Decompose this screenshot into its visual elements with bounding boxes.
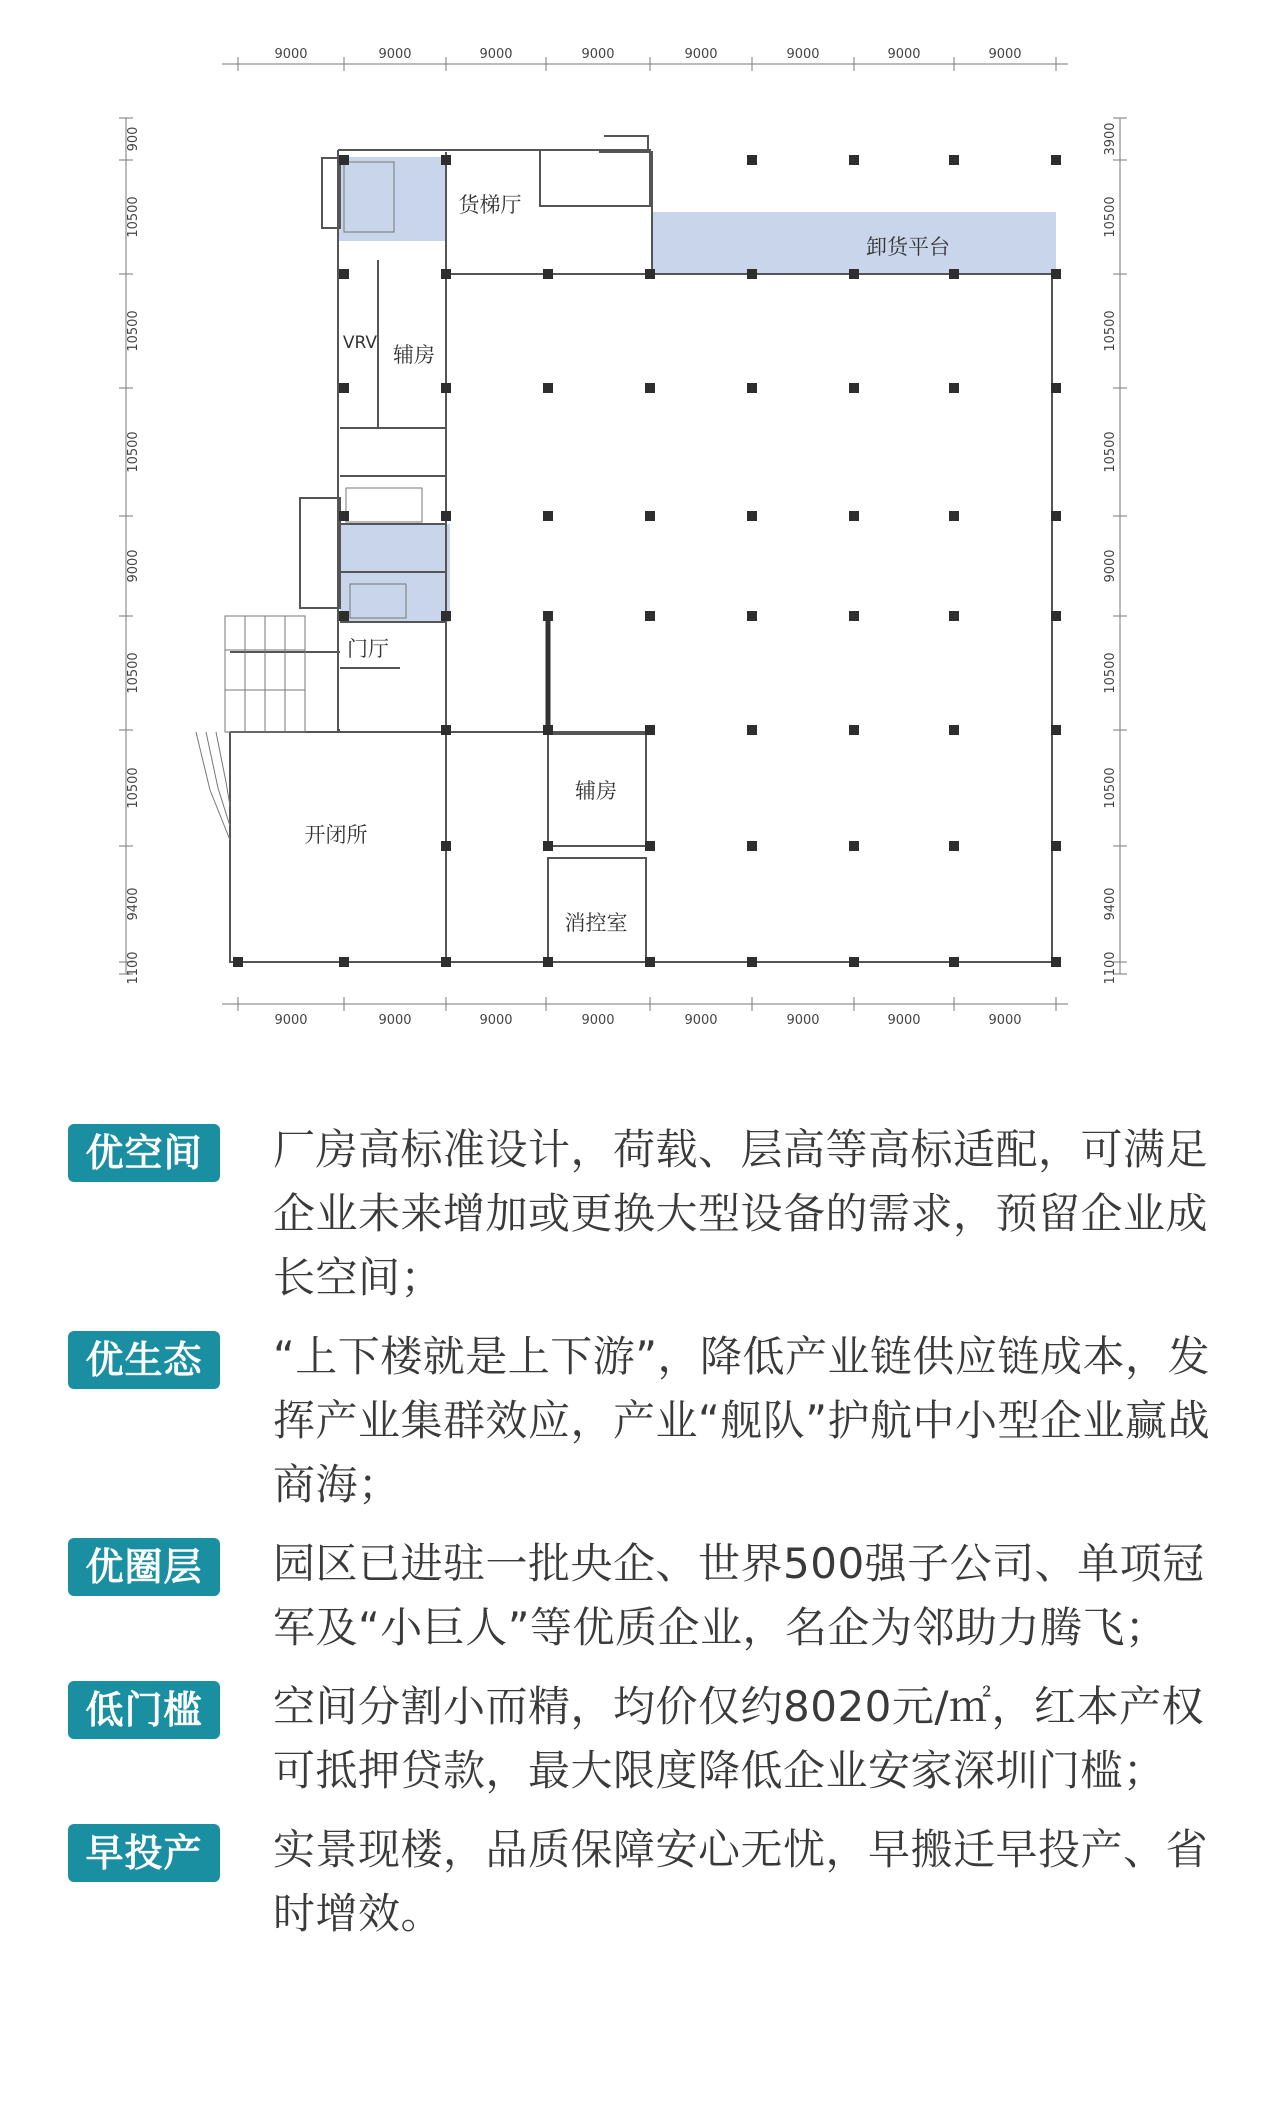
feature-badge: 优生态 xyxy=(68,1331,220,1389)
bottom-dimension-label: 9000 xyxy=(887,1013,921,1028)
structural-column xyxy=(1051,725,1061,735)
bottom-dimension-label: 9000 xyxy=(988,1013,1022,1028)
top-dimension-label: 9000 xyxy=(887,47,921,62)
feature-text: 厂房高标准设计，荷载、层高等高标适配，可满足企业未来增加或更换大型设备的需求，预留企业成长空间； xyxy=(273,1125,1209,1302)
feature-item xyxy=(68,1532,1228,1660)
structural-column xyxy=(747,725,757,735)
top-dimension-label: 9000 xyxy=(479,47,513,62)
structural-column xyxy=(949,383,959,393)
top-dimension-label: 9000 xyxy=(988,47,1022,62)
top-dimension-label: 9000 xyxy=(684,47,718,62)
structural-column xyxy=(645,957,655,967)
structural-column xyxy=(949,957,959,967)
structural-column xyxy=(645,383,655,393)
right-dimension-label: 3900 xyxy=(1103,122,1118,156)
right-dimension-label: 10500 xyxy=(1103,310,1118,352)
structural-column xyxy=(849,611,859,621)
floor-plan xyxy=(0,0,1280,1040)
feature-badge: 早投产 xyxy=(68,1824,220,1882)
left-dimension-label: 10500 xyxy=(126,767,141,809)
freight-lift-zone xyxy=(338,157,446,241)
structural-column xyxy=(747,155,757,165)
feature-text: “上下楼就是上下游”，降低产业链供应链成本，发挥产业集群效应，产业“舰队”护航中小型企业赢战商海； xyxy=(273,1332,1211,1509)
right-dimension-label: 9000 xyxy=(1103,549,1118,583)
structural-column xyxy=(949,269,959,279)
structural-column xyxy=(441,269,451,279)
structural-column xyxy=(747,841,757,851)
feature-text: 园区已进驻一批央企、世界500强子公司、单项冠军及“小巨人”等优质企业，名企为邻助力腾飞； xyxy=(273,1539,1205,1652)
structural-column xyxy=(441,155,451,165)
structural-column xyxy=(747,383,757,393)
structural-column xyxy=(1051,155,1061,165)
switch-station-label: 开闭所 xyxy=(304,823,368,847)
bottom-dimension-label: 9000 xyxy=(274,1013,308,1028)
structural-column xyxy=(543,957,553,967)
right-dimension-label: 10500 xyxy=(1103,196,1118,238)
loading-platform-zone xyxy=(652,212,1056,274)
structural-column xyxy=(339,383,349,393)
structural-column xyxy=(441,725,451,735)
structural-column xyxy=(645,269,655,279)
bottom-dimension-label: 9000 xyxy=(378,1013,412,1028)
aux-room-lower-label: 辅房 xyxy=(575,779,617,803)
feature-text: 实景现楼，品质保障安心无忧，早搬迁早投产、省时增效。 xyxy=(273,1825,1209,1938)
structural-column xyxy=(1051,957,1061,967)
structural-column xyxy=(849,269,859,279)
left-dimension-label: 10500 xyxy=(126,431,141,473)
structural-column xyxy=(949,611,959,621)
bottom-dimension-label: 9000 xyxy=(786,1013,820,1028)
structural-column xyxy=(1051,611,1061,621)
left-dimension-label: 10500 xyxy=(126,196,141,238)
right-dimension-label: 1100 xyxy=(1103,951,1118,985)
structural-column xyxy=(543,511,553,521)
feature-list xyxy=(68,1118,1228,1961)
feature-text: 空间分割小而精，均价仅约8020元/㎡，红本产权可抵押贷款，最大限度降低企业安家深圳门槛； xyxy=(273,1682,1205,1795)
top-dimension-label: 9000 xyxy=(274,47,308,62)
fire-control-room-label: 消控室 xyxy=(564,911,628,935)
feature-badge: 优圈层 xyxy=(68,1538,220,1596)
top-dimension-label: 9000 xyxy=(378,47,412,62)
structural-column xyxy=(339,611,349,621)
left-dimension-label: 9400 xyxy=(126,887,141,921)
structural-column xyxy=(645,725,655,735)
structural-column xyxy=(1051,511,1061,521)
lobby-label: 门厅 xyxy=(347,637,389,661)
structural-column xyxy=(645,611,655,621)
dimension-labels xyxy=(126,47,1118,1028)
structural-column xyxy=(339,957,349,967)
loading-platform-label: 卸货平台 xyxy=(866,235,950,259)
structural-column xyxy=(645,511,655,521)
structural-column xyxy=(339,269,349,279)
feature-badge: 低门槛 xyxy=(68,1681,220,1739)
structural-column xyxy=(747,957,757,967)
bottom-dimension-label: 9000 xyxy=(684,1013,718,1028)
structural-column xyxy=(441,611,451,621)
feature-item xyxy=(68,1818,1228,1946)
left-dimension-label: 10500 xyxy=(126,652,141,694)
structural-column xyxy=(849,725,859,735)
structural-column xyxy=(849,383,859,393)
structural-column xyxy=(543,725,553,735)
freight-lift-hall-label: 货梯厅 xyxy=(458,193,522,217)
structural-column xyxy=(543,841,553,851)
left-dimension-label: 9000 xyxy=(126,549,141,583)
structural-column xyxy=(1051,841,1061,851)
structural-column xyxy=(339,511,349,521)
structural-column xyxy=(441,957,451,967)
bottom-dimension-label: 9000 xyxy=(479,1013,513,1028)
structural-column xyxy=(645,841,655,851)
bottom-dimension-label: 9000 xyxy=(581,1013,615,1028)
left-dimension-label: 900 xyxy=(126,126,141,152)
structural-column xyxy=(949,155,959,165)
top-dimension-label: 9000 xyxy=(786,47,820,62)
structural-column xyxy=(747,611,757,621)
structural-column xyxy=(849,155,859,165)
structural-column xyxy=(441,511,451,521)
structural-column xyxy=(949,511,959,521)
structural-column xyxy=(543,383,553,393)
structural-column xyxy=(1051,269,1061,279)
structural-column xyxy=(543,611,553,621)
left-dimension-label: 10500 xyxy=(126,310,141,352)
structural-column xyxy=(747,269,757,279)
feature-item xyxy=(68,1325,1228,1517)
structural-column xyxy=(441,841,451,851)
structural-column xyxy=(1051,383,1061,393)
structural-column xyxy=(849,511,859,521)
structural-column xyxy=(441,383,451,393)
feature-item xyxy=(68,1675,1228,1803)
top-dimension-label: 9000 xyxy=(581,47,615,62)
structural-column xyxy=(543,269,553,279)
structural-column xyxy=(949,725,959,735)
right-dimension-label: 9400 xyxy=(1103,887,1118,921)
structural-column xyxy=(849,957,859,967)
structural-column xyxy=(949,841,959,851)
right-dimension-label: 10500 xyxy=(1103,652,1118,694)
structural-column xyxy=(849,841,859,851)
structural-column xyxy=(747,511,757,521)
vrv-label: VRV xyxy=(342,333,378,353)
left-dimension-label: 1100 xyxy=(126,951,141,985)
structural-column xyxy=(233,957,243,967)
aux-room-upper-label: 辅房 xyxy=(393,343,435,367)
feature-item xyxy=(68,1118,1228,1310)
right-dimension-label: 10500 xyxy=(1103,431,1118,473)
feature-badge: 优空间 xyxy=(68,1124,220,1182)
right-dimension-label: 10500 xyxy=(1103,767,1118,809)
structural-column xyxy=(339,155,349,165)
